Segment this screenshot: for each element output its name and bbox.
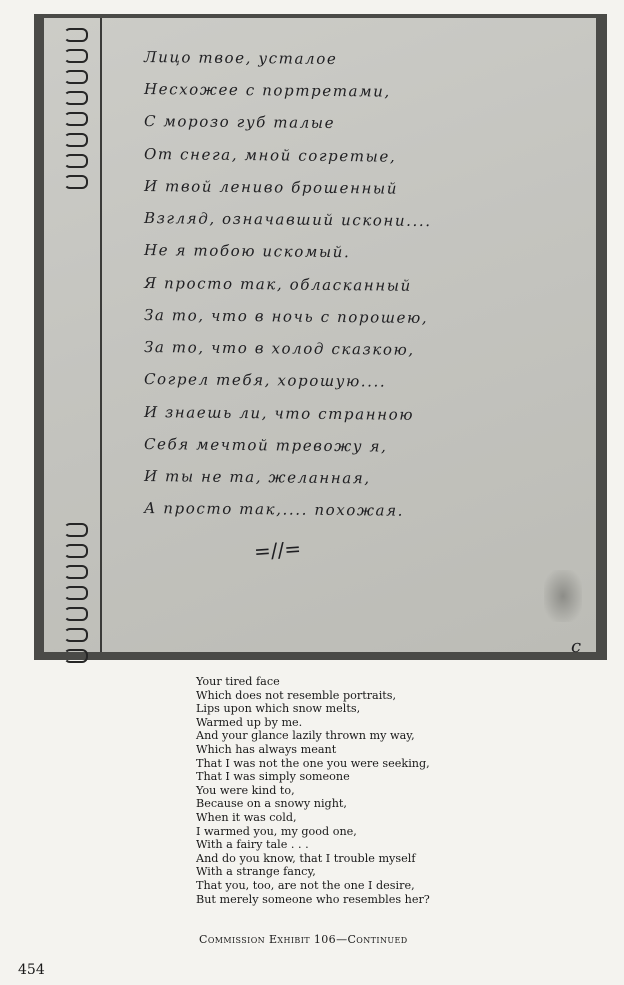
translation-line: But merely someone who resembles her? xyxy=(196,892,430,906)
translation-line: That you, too, are not the one I desire, xyxy=(196,878,415,892)
spiral-binding-bottom xyxy=(58,523,92,670)
handwritten-line: И ты не та, желанная, xyxy=(143,467,371,488)
handwritten-line: Несхожее с портретами, xyxy=(143,80,391,101)
handwritten-line: И твой лениво брошенный xyxy=(143,177,399,198)
translation-line: When it was cold, xyxy=(196,810,297,824)
translation-line: And your glance lazily thrown my way, xyxy=(196,729,415,743)
handwritten-line: Не я тобою искомый. xyxy=(143,241,351,262)
margin-line xyxy=(100,18,102,652)
corner-letter: c xyxy=(571,636,582,657)
page-number: 454 xyxy=(18,962,45,978)
translation-line: That I was not the one you were seeking, xyxy=(196,756,430,770)
handwritten-line: А просто так,.... похожая. xyxy=(143,499,405,520)
handwritten-line: Согрел тебя, хорошую.... xyxy=(143,370,387,391)
translation-line: You were kind to, xyxy=(196,783,295,797)
notebook-photo xyxy=(34,14,607,660)
handwritten-line: С морозо губ талые xyxy=(143,112,336,133)
spiral-binding-top xyxy=(58,28,92,196)
exhibit-caption: Commission Exhibit 106—Continued xyxy=(199,933,408,946)
fingerprint-smudge xyxy=(544,570,582,622)
handwritten-line: За то, что в холод сказкою, xyxy=(143,338,415,359)
translation-line: With a strange fancy, xyxy=(196,865,316,879)
handwritten-line: От снега, мной согретые, xyxy=(143,145,397,166)
translation-line: And do you know, that I trouble myself xyxy=(196,851,416,865)
translation-line: Warmed up by me. xyxy=(196,715,303,729)
handwritten-line: Лицо твое, усталое xyxy=(143,48,338,69)
translation-line: Your tired face xyxy=(196,675,280,688)
handwritten-line: Взгляд, означавший искони.... xyxy=(143,209,432,231)
notebook-page xyxy=(44,18,596,657)
handwritten-divider: =//= xyxy=(253,536,302,564)
translation-line: Because on a snowy night, xyxy=(196,797,347,811)
translation-line: I warmed you, my good one, xyxy=(196,824,357,838)
handwritten-line: И знаешь ли, что странною xyxy=(143,403,415,424)
translation-text xyxy=(196,675,430,906)
translation-line: With a fairy tale . . . xyxy=(196,838,309,852)
translation-line: Lips upon which snow melts, xyxy=(196,702,361,716)
translation-line: Which has always meant xyxy=(196,742,337,756)
translation-line: That I was simply someone xyxy=(196,770,350,784)
translation-line: Which does not resemble portraits, xyxy=(196,688,397,702)
handwritten-line: За то, что в ночь с порошею, xyxy=(143,306,429,327)
handwritten-line: Себя мечтой тревожу я, xyxy=(143,435,388,456)
handwritten-line: Я просто так, обласканный xyxy=(143,274,412,295)
